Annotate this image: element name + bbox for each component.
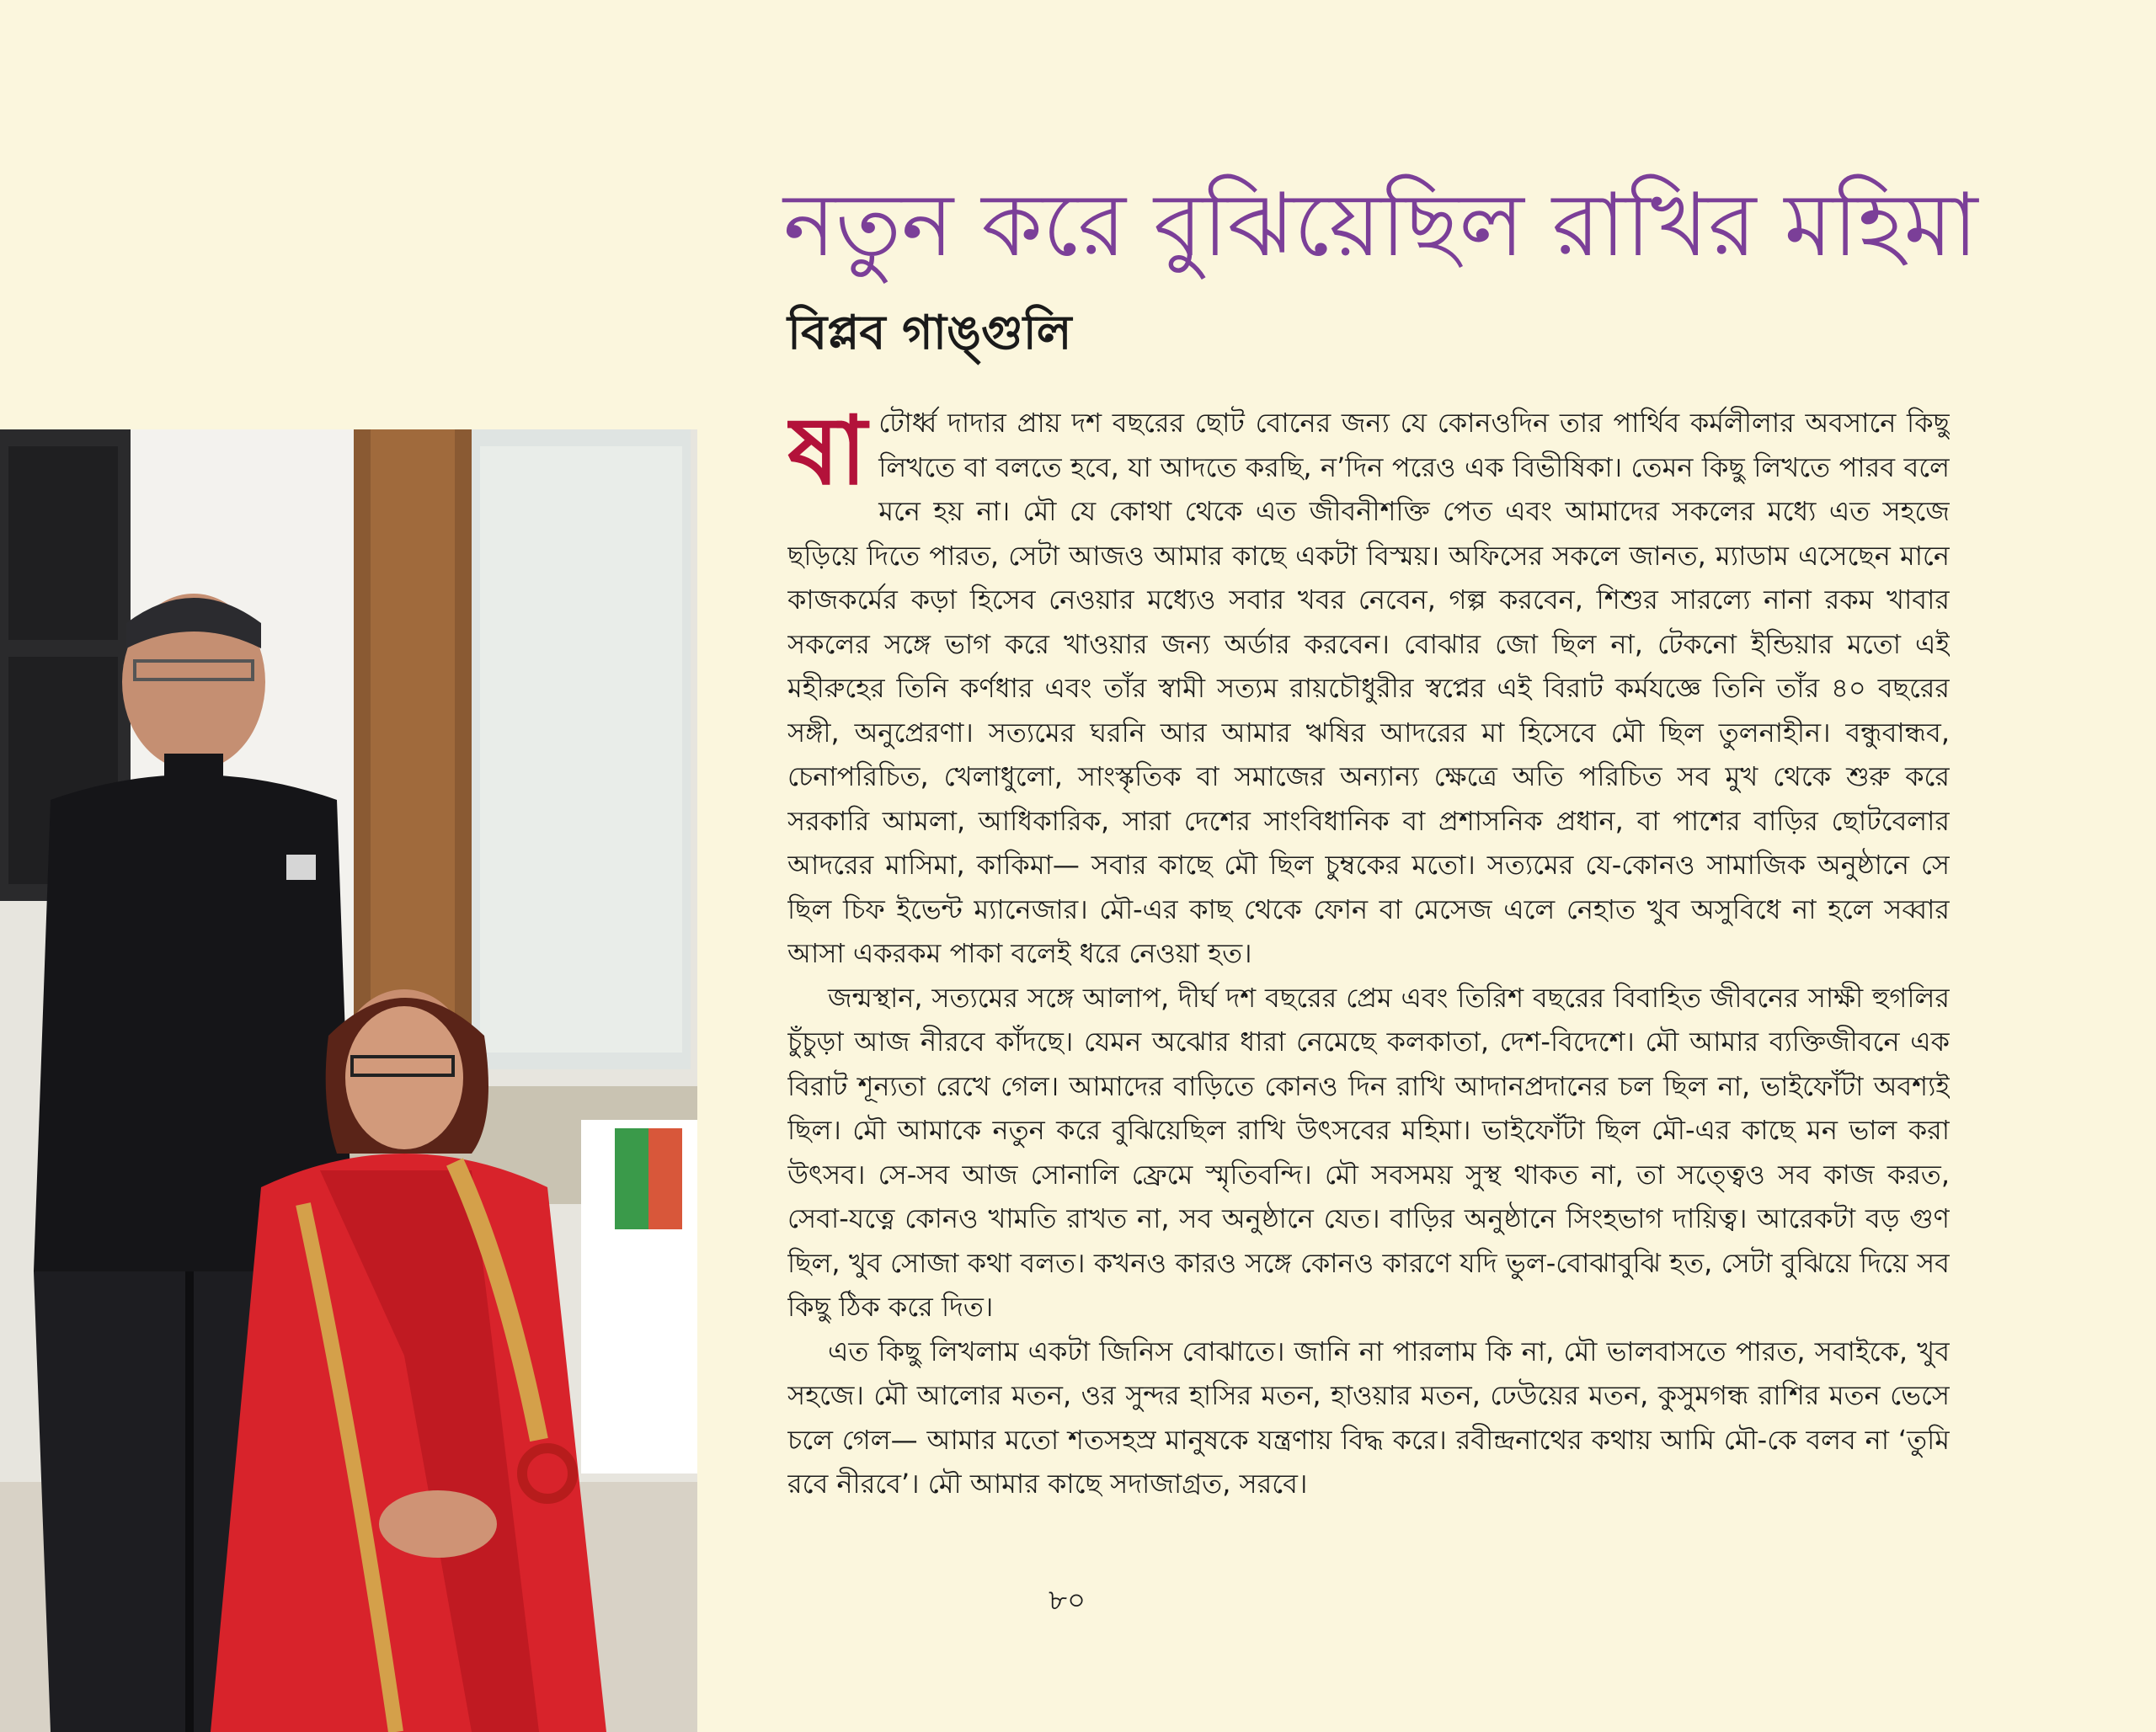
article-paragraph: এত কিছু লিখলাম একটা জিনিস বোঝাতে। জানি না পারলাম কি না, মৌ ভালবাসতে পারত, সবাইকে, খুব সহজে। মৌ আলোর মতন, ওর সুন্দর হাসির মতন, হাওয়ার মতন, ঢেউয়ের মতন, কুসুমগন্ধ রাশির মতন ভেসে চলে গেল— আমার মতো শতসহস্র মানুষকে যন্ত্রণায় বিদ্ধ করে। রবীন্দ্রনাথের কথায় আমি মৌ-কে বলব না ‘তুমি রবে নীরবে’। মৌ আমার কাছে সদাজাগ্রত, সরবে। bbox=[787, 1335, 1950, 1500]
article-title: নতুন করে বুঝিয়েছিল রাখির মহিমা bbox=[783, 173, 1978, 276]
photo-illustration bbox=[0, 429, 697, 1732]
article-paragraph: জন্মস্থান, সত্যমের সঙ্গে আলাপ, দীর্ঘ দশ বছরের প্রেম এবং তিরিশ বছরের বিবাহিত জীবনের সাক্ষী হুগলির চুঁচুড়া আজ নীরবে কাঁদছে। যেমন অঝোর ধারা নেমেছে কলকাতা, দেশ-বিদেশে। মৌ আমার ব্যক্তিজীবনে এক বিরাট শূন্যতা রেখে গেল। আমাদের বাড়িতে কোনও দিন রাখি আদানপ্রদানের চল ছিল না, ভাইফোঁটা অবশ্যই ছিল। মৌ আমাকে নতুন করে বুঝিয়েছিল রাখি উৎসবের মহিমা। ভাইফোঁটা ছিল মৌ-এর কাছে মন ভাল করা উৎসব। সে-সব আজ সোনালি ফ্রেমে স্মৃতিবন্দি। মৌ সবসময় সুস্থ থাকত না, তা সত্ত্বেও সব কাজ করত, সেবা-যত্নে কোনও খামতি রাখত না, সব অনুষ্ঠানে যেত। বাড়ির অনুষ্ঠানে সিংহভাগ দায়িত্ব। আরেকটা বড় গুণ ছিল, খুব সোজা কথা বলত। কখনও কারও সঙ্গে কোনও কারণে যদি ভুল-বোঝাবুঝি হত, সেটা বুঝিয়ে দিয়ে সব কিছু ঠিক করে দিত। bbox=[787, 981, 1950, 1323]
article-paragraph: টোর্ধ্ব দাদার প্রায় দশ বছরের ছোট বোনের জন্য যে কোনওদিন তার পার্থিব কর্মলীলার অবসানে কিছু লিখতে বা বলতে হবে, যা আদতে করছি, ন’দিন পরেও এক বিভীষিকা। তেমন কিছু লিখতে পারব বলে মনে হয় না। মৌ যে কোথা থেকে এত জীবনীশক্তি পেত এবং আমাদের সকলের মধ্যে এত সহজে ছড়িয়ে দিতে পারত, সেটা আজও আমার কাছে একটা বিস্ময়। অফিসের সকলে জানত, ম্যাডাম এসেছেন মানে কাজকর্মের কড়া হিসেব নেওয়ার মধ্যেও সবার খবর নেবেন, গল্প করবেন, শিশুর সারল্যে নানা রকম খাবার সকলের সঙ্গে ভাগ করে খাওয়ার জন্য অর্ডার করবেন। বোঝার জো ছিল না, টেকনো ইন্ডিয়ার মতো এই মহীরুহের তিনি কর্ণধার এবং তাঁর স্বামী সত্যম রায়চৌধুরীর স্বপ্নের এই বিরাট কর্মযজ্ঞে তিনি তাঁর ৪০ বছরের সঙ্গী, অনুপ্রেরণা। সত্যমের ঘরনি আর আমার ঋষির আদরের মা হিসেবে মৌ ছিল তুলনাহীন। বন্ধুবান্ধব, চেনাপরিচিত, খেলাধুলো, সাংস্কৃতিক বা সমাজের অন্যান্য ক্ষেত্রে অতি পরিচিত সব মুখ থেকে শুরু করে সরকারি আমলা, আধিকারিক, সারা দেশের সাংবিধানিক বা প্রশাসনিক প্রধান, বা পাশের বাড়ির ছোটবেলার আদরের মাসিমা, কাকিমা— সবার কাছে মৌ ছিল চুম্বকের মতো। সত্যমের যে-কোনও সামাজিক অনুষ্ঠানে সে ছিল চিফ ইভেন্ট ম্যানেজার। মৌ-এর কাছ থেকে ফোন বা মেসেজ এলে নেহাত খুব অসুবিধে না হলে সব্বার আসা একরকম পাকা বলেই ধরে নেওয়া হত। bbox=[787, 407, 1950, 969]
author-name: বিপ্লব গাঙ্গুলি bbox=[787, 306, 1072, 360]
drop-cap: ষা bbox=[787, 401, 867, 506]
article-photo bbox=[0, 429, 697, 1732]
article-body bbox=[787, 401, 1950, 1537]
page-number: ৮০ bbox=[1049, 1584, 1086, 1617]
